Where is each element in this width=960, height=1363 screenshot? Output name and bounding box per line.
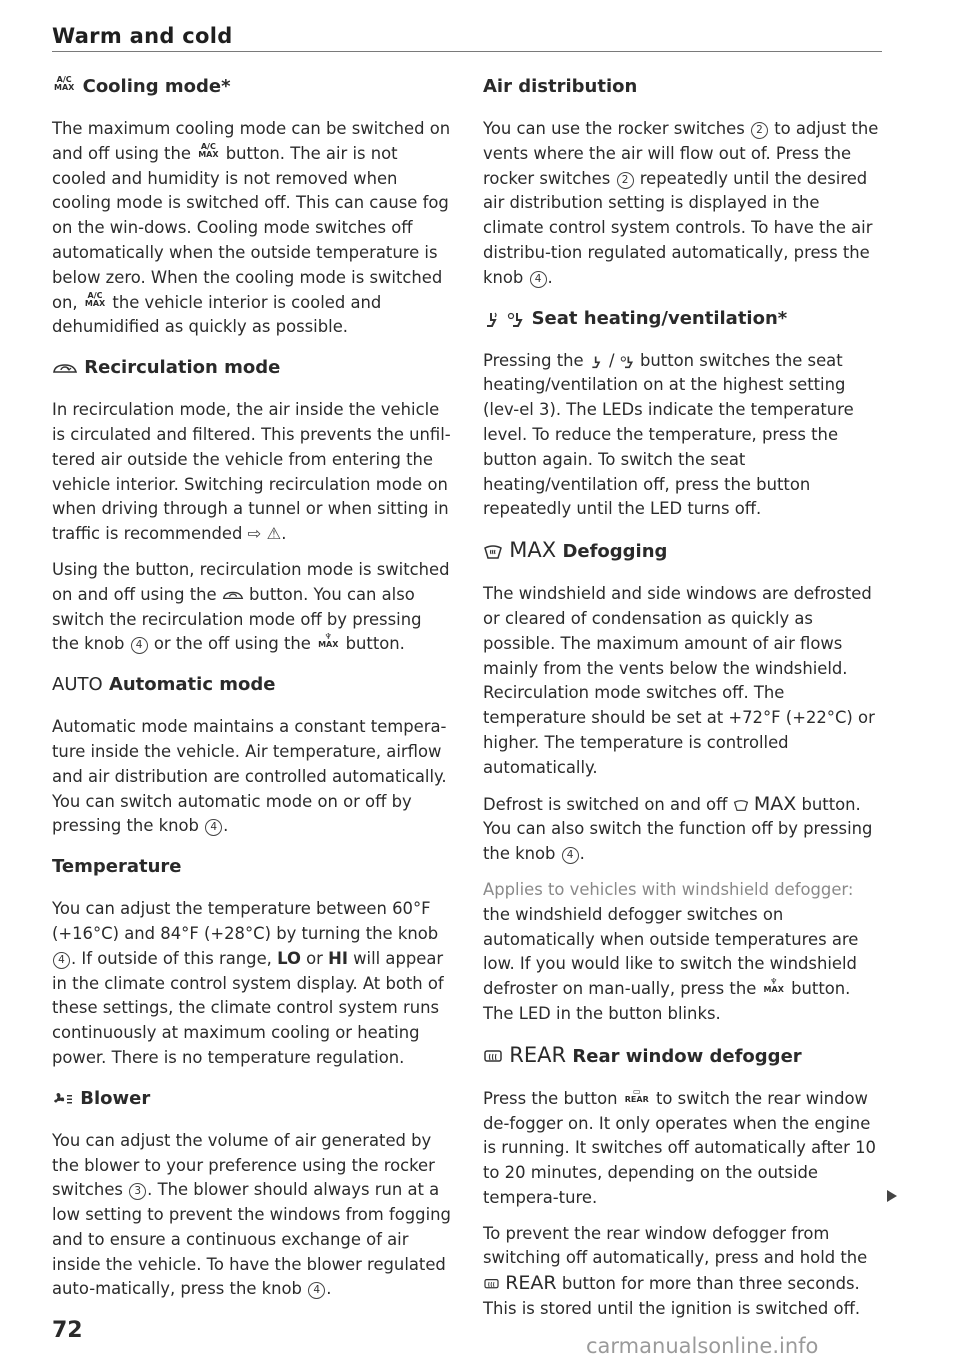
recirculation-icon	[222, 589, 244, 601]
ac-max-icon: A/C MAX	[198, 141, 219, 159]
blower-section	[52, 1082, 452, 1303]
automatic-mode-section	[52, 668, 452, 839]
callout-4: 4	[562, 847, 579, 864]
temperature-text: You can adjust the temperature between 60°F (+16°C) and 84°F (+28°C) by turning the knob 4 . If outside of this range, LO or HI will appear in the climate control system display. At both of these settings, the climate control system runs continuously at maximum cooling or heating power. There is no temperature regulation.	[52, 899, 444, 1067]
automatic-mode-text: Automatic mode maintains a constant tempera-ture inside the vehicle. Air temperature, airflow and air distribution are controlled automatically. You can switch automatic mode on or off by pressing the knob 4 .	[52, 717, 447, 836]
seat-heating-section	[483, 302, 883, 523]
applies-note: Applies to vehicles with windshield defogger:	[483, 879, 854, 899]
header-rule	[52, 51, 882, 52]
temperature-heading: Temperature	[52, 856, 182, 878]
seat-heating-icon	[483, 310, 501, 328]
callout-4: 4	[53, 952, 70, 969]
blower-heading: Blower	[52, 1082, 452, 1116]
left-column	[52, 70, 452, 1313]
callout-4: 4	[530, 271, 547, 288]
callout-4: 4	[131, 637, 148, 654]
page-header-title: Warm and cold	[52, 24, 233, 48]
windshield-defrost-icon	[733, 799, 749, 812]
recirculation-heading: Recirculation mode	[52, 351, 452, 385]
seat-ventilation-icon	[507, 310, 525, 328]
temperature-section	[52, 850, 452, 1071]
continue-arrow-icon	[887, 1190, 897, 1202]
ac-max-icon: A/C MAX	[84, 290, 106, 308]
rear-defrost-icon	[483, 1049, 503, 1065]
rear-defogger-text-1: Press the button ▭ REAR to switch the rear window de-fogger on. It only operates when the engine is running. It switches off automatically after 10 to 20 minutes, depending on the outside tempera-ture.	[483, 1086, 876, 1207]
cooling-mode-section	[52, 70, 452, 340]
recirculation-text-2: Using the button, recirculation mode is switched on and off using the button. You can also switch the recirculation mode off by pressing the knob 4 or the off using the ♆ MAX button.	[52, 559, 450, 654]
recirculation-section	[52, 351, 452, 657]
recirculation-icon	[52, 361, 78, 375]
cooling-mode-heading: A/C MAX Cooling mode*	[54, 75, 231, 97]
defrost-max-icon: ♆ MAX	[318, 632, 339, 650]
right-column	[483, 70, 883, 1333]
seat-heating-icon	[589, 354, 604, 369]
callout-2: 2	[617, 172, 634, 189]
defrost-max-icon: ♆ MAX	[763, 977, 784, 995]
cooling-mode-text: The maximum cooling mode can be switched on and off using the A/C MAX button. The air is not cooled and humidity is not removed when cooling mode is switched off. This can cause fog on the win-dows. Cooling mode switches off automatically when the outside temperature is below zero. When the cooling mode is switched on, A/C MAX the vehicle interior is cooled and dehumidified as quickly as possible.	[52, 119, 451, 337]
rear-defogger-text-2: To prevent the rear window defogger from switching off automatically, press and hold the REAR button for more than three seconds. This is stored until the ignition is switched off.	[483, 1223, 868, 1319]
rear-defrost-small-icon: ▭ REAR	[624, 1086, 649, 1104]
callout-3: 3	[129, 1183, 146, 1200]
watermark: carmanualsonline.info	[586, 1334, 819, 1358]
seat-heating-text: Pressing the / button switches the seat heating/ventilation on at the highest setting (lev-el 3). The LEDs indicate the temperature level. To reduce the temperature, press the button again. To switch the seat heating/ventilation off, press the button repeatedly until the LED turns off.	[483, 350, 854, 519]
arrow-warning-icon: ⇨ ⚠	[247, 524, 282, 544]
ac-max-icon: A/C MAX	[54, 75, 75, 92]
air-distribution-heading: Air distribution	[483, 76, 638, 97]
seat-ventilation-icon	[620, 354, 635, 369]
seat-heating-heading: Seat heating/ventilation*	[483, 302, 883, 336]
callout-4: 4	[205, 819, 222, 836]
defogging-section	[483, 533, 883, 1027]
automatic-mode-heading: AUTO Automatic mode	[52, 674, 276, 696]
defogging-text-3: Applies to vehicles with windshield defogger: the windshield defogger switches on automatically when outside temperatures are low. If you would like to switch the windshield defroster on man-ually, press the ♆ MAX button. The LED in the button blinks.	[483, 879, 859, 1023]
windshield-defrost-icon	[483, 544, 503, 560]
defogging-heading: MAX Defogging	[483, 533, 883, 569]
rear-defogger-section	[483, 1038, 883, 1322]
page-number: 72	[52, 1318, 83, 1343]
callout-4: 4	[308, 1282, 325, 1299]
rear-defogger-heading: REAR Rear window defogger	[483, 1038, 883, 1074]
callout-2: 2	[751, 122, 768, 139]
fan-icon	[52, 1091, 74, 1107]
defogging-text-1: The windshield and side windows are defrosted or cleared of condensation as quickly as possible. The maximum amount of air flows mainly from the vents below the windshield. Recirculation mode switches off. The temperature should be set at +72°F (+22°C) or higher. The temperature is controlled automatically.	[483, 584, 875, 777]
rear-defrost-icon	[483, 1278, 500, 1291]
blower-text: You can adjust the volume of air generated by the blower to your preference using the rocker switches 3 . The blower should always run at a low setting to prevent the windows from fogging and to ensure a continuous exchange of air inside the vehicle. To have the blower regulated auto-matically, press the knob 4 .	[52, 1130, 451, 1299]
air-distribution-text: You can use the rocker switches 2 to adjust the vents where the air will flow out of. Press the rocker switches 2 repeatedly until the desired air distribution setting is displayed in the climate control system controls. To have the air distribu-tion regulated automatically, press the knob 4 .	[483, 119, 879, 287]
recirculation-text-1: In recirculation mode, the air inside the vehicle is circulated and filtered. This prevents the unfil-tered air outside the vehicle from entering the vehicle interior. Switching recirculation mode on when driving through a tunnel or when sitting in traffic is recommended ⇨ ⚠.	[52, 400, 451, 544]
air-distribution-section	[483, 70, 883, 291]
defogging-text-2: Defrost is switched on and off MAX button. You can also switch the function off by pressing the knob 4 .	[483, 792, 873, 864]
